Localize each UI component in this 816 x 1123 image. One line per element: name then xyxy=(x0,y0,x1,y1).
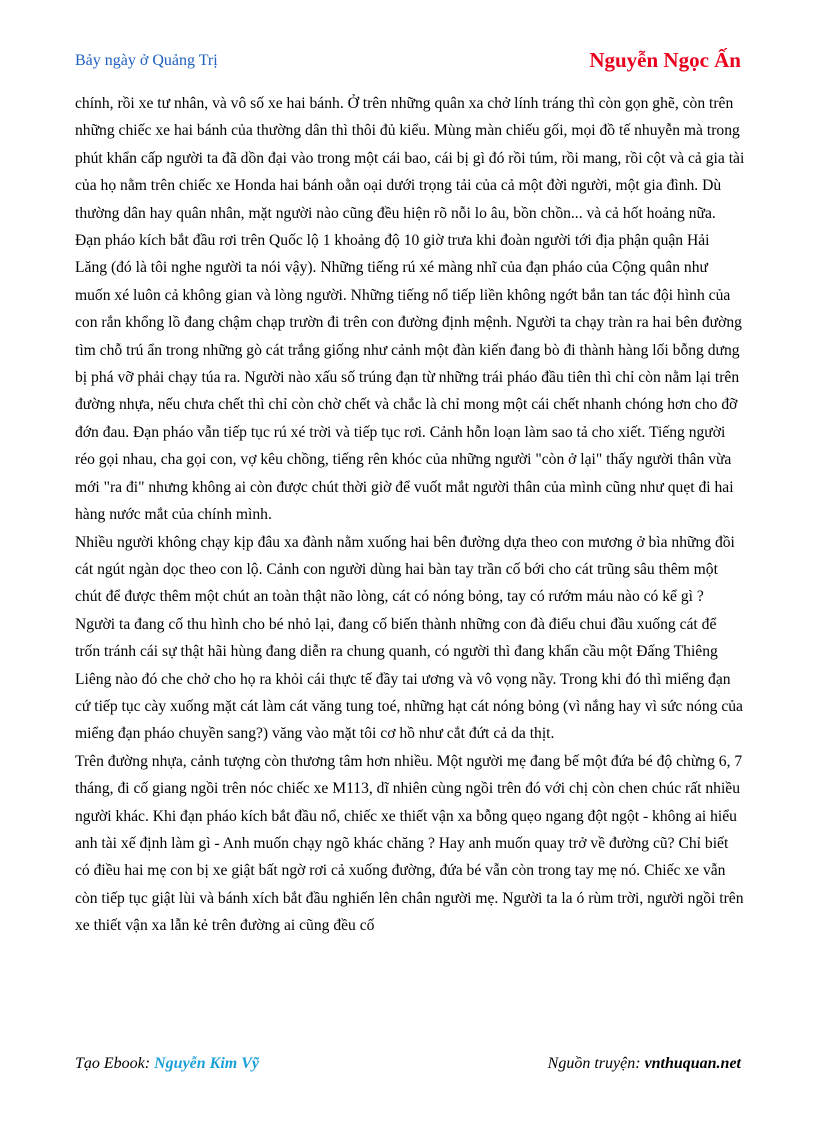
ebook-separator: : xyxy=(144,1055,155,1072)
footer-source-credit xyxy=(548,1055,741,1073)
ebook-label: Tạo Ebook xyxy=(75,1055,145,1072)
paragraph: Nhiều người không chạy kịp đâu xa đành nằm xuống hai bên đường dựa theo con mương ở bìa những đồi cát ngút ngàn dọc theo con lộ. Cảnh con người dùng hai bàn tay trần cố bới cho cát trũng sâu thêm một chút để được thêm một chút an toàn thật não lòng, cát có nóng bỏng, tay có rướm máu nào có kể gì ? Người ta đang cố thu hình cho bé nhỏ lại, đang cố biến thành những con đà điểu chui đầu xuống cát để trốn tránh cái sự thật hãi hùng đang diễn ra chung quanh, có người thì đang khẩn cầu một Đấng Thiêng Liêng nào đó che chở cho họ ra khỏi cái thực tế đầy tai ương và vô vọng nầy. Trong khi đó thì miểng đạn cứ tiếp tục cày xuống mặt cát làm cát văng tung toé, những hạt cát nóng bỏng (vì nắng hay vì sức nóng của miểng đạn pháo chuyền sang?) văng vào mặt tôi cơ hồ như cắt đứt cả da thịt. xyxy=(75,533,743,743)
book-title: Bảy ngày ở Quảng Trị xyxy=(75,52,218,69)
ebook-creator: Nguyễn Kim Vỹ xyxy=(154,1055,259,1072)
paragraph: chính, rồi xe tư nhân, và vô số xe hai bánh. Ở trên những quân xa chở lính tráng thì còn gọn ghẽ, còn trên những chiếc xe hai bánh của thường dân thì thôi đủ kiểu. Mùng màn chiếu gối, mọi đồ tế nhuyễn mà trong phút khẩn cấp người ta đã dồn đại vào trong một cái bao, cái bị gì đó rồi túm, rồi mang, rồi cột và cả gia tài của họ nằm trên chiếc xe Honda hai bánh oằn oại dưới trọng tải của cả một đời người, một gia đình. Dù thường dân hay quân nhân, mặt người nào cũng đều hiện rõ nỗi lo âu, bồn chồn... và cả hốt hoảng nữa. xyxy=(75,95,745,222)
source-separator: : xyxy=(635,1055,645,1072)
footer-ebook-credit xyxy=(75,1055,259,1073)
paragraph: Đạn pháo kích bắt đầu rơi trên Quốc lộ 1 khoảng độ 10 giờ trưa khi đoàn người tới địa phận quận Hải Lăng (đó là tôi nghe người ta nói vậy). Những tiếng rú xé màng nhĩ của đạn pháo của Cộng quân như muốn xé luôn cả không gian và lòng người. Những tiếng nổ tiếp liền không ngớt bắn tan tác đội hình của con rắn khổng lồ đang chậm chạp trườn đi trên con đường định mệnh. Người ta chạy tràn ra hai bên đường tìm chỗ trú ẩn trong những gò cát trắng giống như cảnh một đàn kiến đang bò đi thành hàng lối bỗng dưng bị phá vỡ phải chạy túa ra. Người nào xấu số trúng đạn từ những trái pháo đầu tiên thì chỉ còn nằm lại trên đường nhựa, nếu chưa chết thì chỉ còn chờ chết và chắc là chỉ mong một cái chết nhanh chóng hơn cho đỡ đớn đau. Đạn pháo vẫn tiếp tục rú xé trời và tiếp tục rơi. Cảnh hỗn loạn làm sao tả cho xiết. Tiếng người réo gọi nhau, cha gọi con, vợ kêu chồng, tiếng rên khóc của những người "còn ở lại" thấy người thân vừa mới "ra đi" nhưng không ai còn được chút thời giờ để vuốt mắt người thân của mình cũng như quẹt đi hai hàng nước mắt của chính mình. xyxy=(75,232,742,524)
page-body xyxy=(75,90,745,940)
author-name: Nguyễn Ngọc Ấn xyxy=(589,48,741,72)
source-site: vnthuquan.net xyxy=(644,1055,741,1072)
paragraph: Trên đường nhựa, cảnh tượng còn thương tâm hơn nhiều. Một người mẹ đang bế một đứa bé độ chừng 6, 7 tháng, đi cố giang ngồi trên nóc chiếc xe M113, dĩ nhiên cùng ngồi trên đó với chị còn chen chúc rất nhiều người khác. Khi đạn pháo kích bắt đầu nổ, chiếc xe thiết vận xa bỗng quẹo ngang đột ngột - không ai hiểu anh tài xế định làm gì - Anh muốn chạy ngõ khác chăng ? Hay anh muốn quay trở về đường cũ? Chỉ biết có điều hai mẹ con bị xe giật bất ngờ rơi cả xuống đường, đứa bé vẫn còn trong tay mẹ nó. Chiếc xe vẫn còn tiếp tục giật lùi và bánh xích bắt đầu nghiến lên chân người mẹ. Người ta la ó rùm trời, người ngồi trên xe thiết vận xa lẫn kẻ trên đường ai cũng đều cố xyxy=(75,752,744,935)
source-label: Nguồn truyện xyxy=(547,1055,636,1072)
